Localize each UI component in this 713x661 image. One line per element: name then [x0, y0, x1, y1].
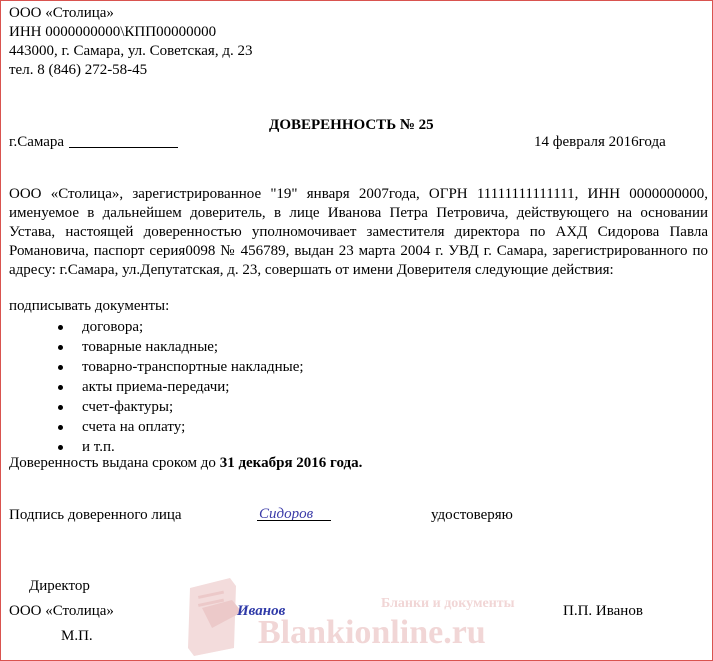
bullet-icon [58, 445, 63, 450]
stamp-place: М.П. [61, 628, 93, 644]
director-org: ООО «Столица» [9, 603, 114, 619]
body-paragraph: ООО «Столица», зарегистрированное "19" января 2007года, ОГРН 11111111111111, ИНН 0000000000, именуемое в дальнейшем доверитель, в лице Иванова Петра Петровича, действующего на основании Устава, настоящей доверенностью уполномочивает заместителя директора по АХД Сидорова Павла Романовича, паспорт серия0098 № 456789, выдан 23 марта 2004 г. УВД г. Самара, зарегистрированного по адресу: г.Самара, ул.Депутатская, д. 23, совершать от имени Доверителя следующие действия: [9, 186, 708, 278]
org-address: 443000, г. Самара, ул. Советская, д. 23 [9, 43, 253, 59]
bullet-icon [58, 405, 63, 410]
watermark-title: Blankionline.ru [258, 614, 486, 651]
document-title: ДОВЕРЕННОСТЬ № 25 [269, 117, 434, 133]
director-signature: Иванов [237, 603, 286, 619]
certify-text: удостоверяю [431, 507, 513, 523]
watermark-subtitle: Бланки и документы [381, 596, 515, 611]
attorney-signature: Сидоров [259, 506, 314, 522]
validity-prefix: Доверенность выдана сроком до [9, 455, 220, 471]
bullet-icon [58, 365, 63, 370]
signature-underline [257, 520, 331, 521]
org-phone: тел. 8 (846) 272-58-45 [9, 62, 148, 78]
bullet-icon [58, 345, 63, 350]
bullet-icon [58, 325, 63, 330]
bullet-icon [58, 425, 63, 430]
validity-date: 31 декабря 2016 года. [219, 455, 363, 471]
director-position: Директор [29, 578, 90, 594]
bullet-icon [58, 385, 63, 390]
org-inn-kpp: ИНН 0000000000\КПП00000000 [9, 24, 217, 40]
validity-line [9, 454, 362, 473]
signature-label: Подпись доверенного лица [9, 507, 182, 523]
document-date: 14 февраля 2016года [534, 134, 666, 150]
powers-intro: подписывать документы: [9, 298, 170, 314]
director-name: П.П. Иванов [563, 603, 643, 619]
org-name: ООО «Столица» [9, 5, 114, 21]
city-underline [69, 147, 178, 148]
city: г.Самара [9, 134, 65, 150]
